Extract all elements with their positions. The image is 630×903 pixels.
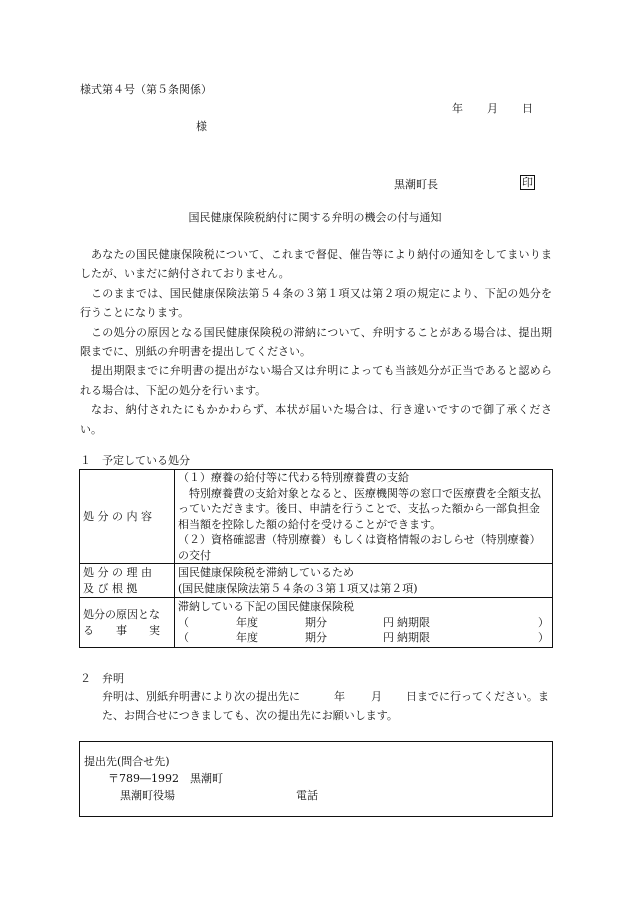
row-label: 処 分 の 理 由 及 び 根 拠 xyxy=(80,564,175,598)
body-paragraph: 提出期限までに弁明書の提出がない場合又は弁明によっても当該処分が正当であると認められる場合は、下記の処分を行います。 xyxy=(80,364,552,397)
table-row xyxy=(80,470,553,564)
seal-mark: 印 xyxy=(522,176,533,189)
issuer-name: 黒潮町長 xyxy=(394,178,438,191)
body-paragraph: あなたの国民健康保険税について、これまで督促、催告等により納付の通知をしてまいりましたが、いまだに納付されておりません。 xyxy=(80,248,552,281)
section2-text: 弁明は、別紙弁明書により次の提出先に 年 月 日までに行ってください。また、お問合せにつきましても、次の提出先にお願いします。 xyxy=(102,690,549,723)
disposition-table xyxy=(79,469,553,648)
date-day-label: 日 xyxy=(522,102,533,115)
table-row xyxy=(80,564,553,598)
form-number: 様式第４号（第５条関係） xyxy=(80,83,212,96)
body-text xyxy=(80,245,552,439)
body-paragraph: なお、納付されたにもかかわらず、本状が届いた場合は、行き違いですので御了承ください。 xyxy=(80,403,552,436)
body-paragraph: このままでは、国民健康保険法第５４条の３第１項又は第２項の規定により、下記の処分を行うことになります。 xyxy=(80,286,552,320)
section2-heading: ２ 弁明 xyxy=(80,672,124,685)
contact-postal: 〒789―1992 黒潮町 xyxy=(108,772,223,785)
row-label: 処分の原因とな る 事 実 xyxy=(80,598,175,648)
contact-office: 黒潮町役場 xyxy=(120,789,175,802)
addressee-suffix: 様 xyxy=(196,120,207,133)
row-label: 処 分 の 内 容 xyxy=(80,470,175,564)
contact-phone-label: 電話 xyxy=(296,789,318,802)
body-paragraph: この処分の原因となる国民健康保険税の滞納について、弁明することがある場合は、提出期限までに、別紙の弁明書を提出してください。 xyxy=(80,325,552,359)
contact-label: 提出先(問合せ先) xyxy=(84,755,170,768)
reason-content: 国民健康保険税を滞納しているため (国民健康保険法第５４条の３第１項又は第２項) xyxy=(175,564,553,598)
arrears-entry: （ 年度 期分 円 納期限 ） xyxy=(178,631,549,645)
section1-heading: １ 予定している処分 xyxy=(80,454,190,467)
arrears-entry: （ 年度 期分 円 納期限 ） xyxy=(178,615,549,629)
fact-content: 滞納している下記の国民健康保険税 （ 年度 期分 円 納期限 ） （ 年度 期分 円 納期限 ） xyxy=(175,598,553,648)
disposition-content: （１）療養の給付等に代わる特別療養費の支給 特別療養費の支給対象となると、医療機関等の窓口で医療費を全額支払っていただきます。後日、申請を行うことで、支払った額から一部負担金相当額を控除した額の給付を受けることができます。 （２）資格確認書（特別療養）もしくは資格情報のおしらせ（特別療養）の交付 xyxy=(175,470,553,564)
document-title: 国民健康保険税納付に関する弁明の機会の付与通知 xyxy=(188,211,442,224)
date-month-label: 月 xyxy=(487,102,498,115)
contact-box xyxy=(79,741,553,817)
table-row xyxy=(80,598,553,648)
date-year-label: 年 xyxy=(452,102,463,115)
